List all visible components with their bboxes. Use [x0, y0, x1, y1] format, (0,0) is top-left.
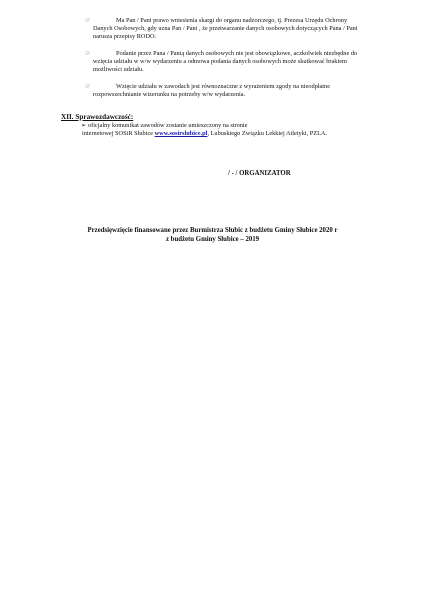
- rights-item-text: Ma Pan / Pani prawo wniesienia skargi do organu nadzorczego, tj. Prezesa Urzędu Ochrony Danych Osobowych, gdy uzna Pan / Pani , że przetwarzanie danych osobowych dotyczących Pana / Pani narusza przepisy RODO.: [93, 17, 358, 41]
- funding-line-1: Przedsięwzięcie finansowane przez Burmistrza Słubic z budżetu Gminy Słubice 2020 r: [87, 227, 338, 234]
- website-link[interactable]: www.sosirslubice.pl: [154, 130, 208, 137]
- arrow-bullet-icon: ➢: [81, 122, 87, 129]
- hand-pointing-icon: ☞: [85, 83, 91, 90]
- section-heading: XII. Sprawozdawczość:: [61, 113, 134, 121]
- funding-line-2: z budżetu Gminy Słubice – 2019: [165, 236, 260, 243]
- hand-pointing-icon: ☞: [85, 50, 91, 57]
- report-item-text: oficjalny komunikat zawodów zostanie umieszczony na stronie: [88, 122, 248, 129]
- report-body-suffix: , Lubuskiego Związku Lekkiej Atletyki, PZLA.: [207, 130, 328, 137]
- funding-note: [40, 226, 385, 244]
- report-body-prefix: internetowej SOSiR Słubice: [82, 130, 154, 137]
- rights-item-text: Podanie przez Pana / Panią danych osobowych nie jest obowiązkowe, aczkolwiek niezbędne do wzięcia udziału w w/w wydarzeniu a odmowa podania danych osobowych może skutkować brakiem możliwości udziału.: [93, 50, 358, 74]
- report-body: [82, 130, 343, 139]
- report-list-item: [81, 122, 278, 130]
- organizer-signature: / - / ORGANIZATOR: [228, 170, 291, 177]
- hand-pointing-icon: ☞: [85, 17, 91, 24]
- rights-item-text: Wzięcie udziału w zawodach jest równoznaczne z wyrażeniem zgody na nieodpłatne rozpowszechnianie wizerunku na potrzeby w/w wydarzenia.: [93, 83, 330, 99]
- rights-item: [85, 50, 361, 75]
- rights-item: [85, 83, 361, 99]
- rights-item: [85, 17, 361, 42]
